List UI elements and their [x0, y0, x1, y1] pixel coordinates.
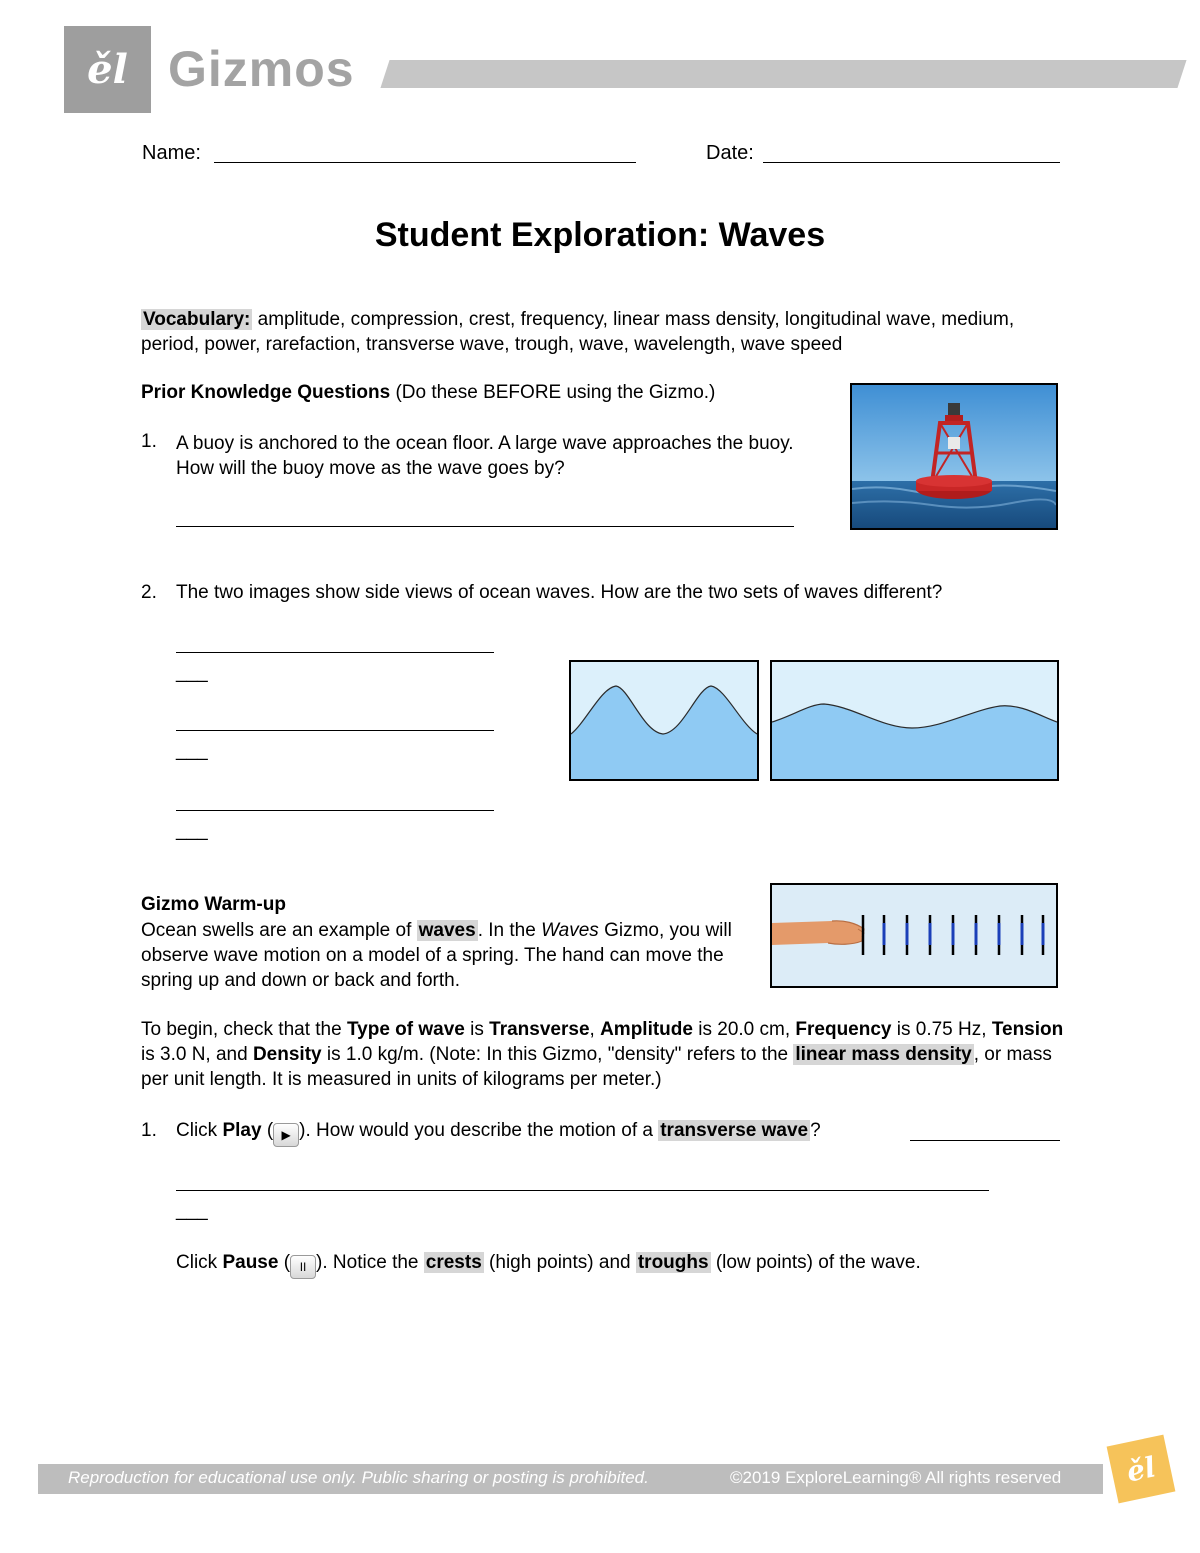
tension-label: Tension: [991, 1019, 1064, 1040]
header-bar: [380, 60, 1186, 88]
begin-text-7: is 1.0 kg/m. (Note: In this Gizmo, "density" refers to the: [321, 1044, 794, 1065]
question-1-text: A buoy is anchored to the ocean floor. A large wave approaches the buoy. How will the buoy move as the wave goes by?: [176, 433, 794, 479]
prior-heading-text: Prior Knowledge Questions: [141, 382, 391, 403]
question-1-number: 1.: [141, 431, 157, 452]
step2-text-4: (high points) and: [483, 1252, 636, 1273]
step2-text-1: Click: [176, 1252, 223, 1273]
date-label: Date:: [706, 142, 754, 164]
step2-text-5: (low points) of the wave.: [710, 1252, 921, 1273]
begin-text-4: is 20.0 cm,: [692, 1019, 796, 1040]
step-2-text: [176, 1252, 921, 1279]
step2-text-3: ). Notice the: [316, 1252, 424, 1273]
step1-text-4: ?: [810, 1120, 821, 1141]
step-1-answer-line-1[interactable]: [910, 1140, 1060, 1141]
term-waves: waves: [418, 920, 476, 941]
question-2-answer-line-3[interactable]: [176, 810, 494, 811]
question-2-number: 2.: [141, 582, 157, 603]
answer-stub-2: ___: [176, 740, 208, 761]
begin-text-2: is: [464, 1019, 490, 1040]
step1-text-3: ). How would you describe the motion of a: [299, 1120, 659, 1141]
date-field[interactable]: [763, 162, 1060, 163]
term-troughs: troughs: [637, 1252, 709, 1273]
frequency-label: Frequency: [795, 1019, 892, 1040]
gentle-waves-illustration: [772, 662, 1057, 779]
warmup-paragraph: [141, 918, 761, 993]
answer-stub-4: ___: [176, 1200, 208, 1221]
answer-stub-3: ___: [176, 820, 208, 841]
gizmo-name: Waves: [541, 920, 599, 941]
term-linear-mass-density: linear mass density: [795, 1044, 972, 1065]
step1-text-1: Click: [176, 1120, 223, 1141]
step-1-number: 1.: [141, 1120, 157, 1141]
steep-waves-image: [569, 660, 759, 781]
type-of-wave-label: Type of wave: [346, 1019, 465, 1040]
hand-spring-illustration: [772, 885, 1056, 986]
footer-copyright: ©2019 ExploreLearning® All rights reserved: [730, 1468, 1062, 1487]
footer-reproduction-note: Reproduction for educational use only. Public sharing or posting is prohibited.: [68, 1468, 649, 1487]
instructions-paragraph: [141, 1017, 1071, 1092]
play-icon: ▶: [273, 1123, 299, 1147]
name-field[interactable]: [214, 162, 636, 163]
buoy-image: [850, 383, 1058, 530]
page-title: Student Exploration: Waves: [374, 216, 826, 254]
prior-heading-note: (Do these BEFORE using the Gizmo.): [395, 382, 716, 403]
answer-stub-1: ___: [176, 662, 208, 683]
vocabulary-terms: amplitude, compression, crest, frequency, linear mass density, longitudinal wave, medium, period, power, rarefaction, transverse wave, trough, wave, wavelength, wave speed: [141, 309, 1015, 355]
begin-text-3: ,: [589, 1019, 601, 1040]
warmup-heading: Gizmo Warm-up: [141, 894, 286, 915]
begin-text-6: is 3.0 N, and: [141, 1044, 253, 1065]
type-of-wave-value: Transverse: [489, 1019, 590, 1040]
warmup-text-2: . In the: [477, 920, 542, 941]
gentle-waves-image: [770, 660, 1059, 781]
explorelearning-logo-icon: ěl: [87, 46, 128, 93]
prior-knowledge-heading: [141, 382, 715, 404]
step-1-text: [176, 1120, 821, 1147]
question-2-answer-line-2[interactable]: [176, 730, 494, 731]
warmup-text-1: Ocean swells are an example of: [141, 920, 417, 941]
name-label: Name:: [142, 142, 201, 164]
play-label: Play: [222, 1120, 262, 1141]
step2-text-2: (: [278, 1252, 291, 1273]
vocabulary-label: Vocabulary:: [143, 309, 251, 330]
question-2-text: The two images show side views of ocean waves. How are the two sets of waves different?: [176, 582, 943, 603]
pause-label: Pause: [222, 1252, 279, 1273]
begin-text-8: , or mass per unit length. It is measured in units of kilograms per meter.): [141, 1044, 1052, 1090]
begin-text-5: is 0.75 Hz,: [891, 1019, 992, 1040]
step1-text-2: (: [261, 1120, 274, 1141]
steep-waves-illustration: [571, 662, 757, 779]
pause-icon: II: [290, 1255, 316, 1279]
warmup-text-3: Gizmo, you will observe wave motion on a model of a spring. The hand can move the spring up and down or back and forth.: [141, 920, 732, 991]
footer-logo-icon: ěl: [1107, 1435, 1176, 1504]
density-label: Density: [252, 1044, 322, 1065]
question-2-answer-line-1[interactable]: [176, 652, 494, 653]
question-1-answer-line[interactable]: [176, 526, 794, 527]
term-transverse-wave: transverse wave: [660, 1120, 809, 1141]
step-1-answer-line-2[interactable]: [176, 1190, 989, 1191]
brand-name: Gizmos: [168, 41, 355, 97]
buoy-illustration: [852, 385, 1056, 528]
begin-text-1: To begin, check that the: [141, 1019, 347, 1040]
spring-image: [770, 883, 1058, 988]
amplitude-label: Amplitude: [600, 1019, 693, 1040]
vocabulary-section: [141, 307, 1071, 357]
term-crests: crests: [425, 1252, 482, 1273]
